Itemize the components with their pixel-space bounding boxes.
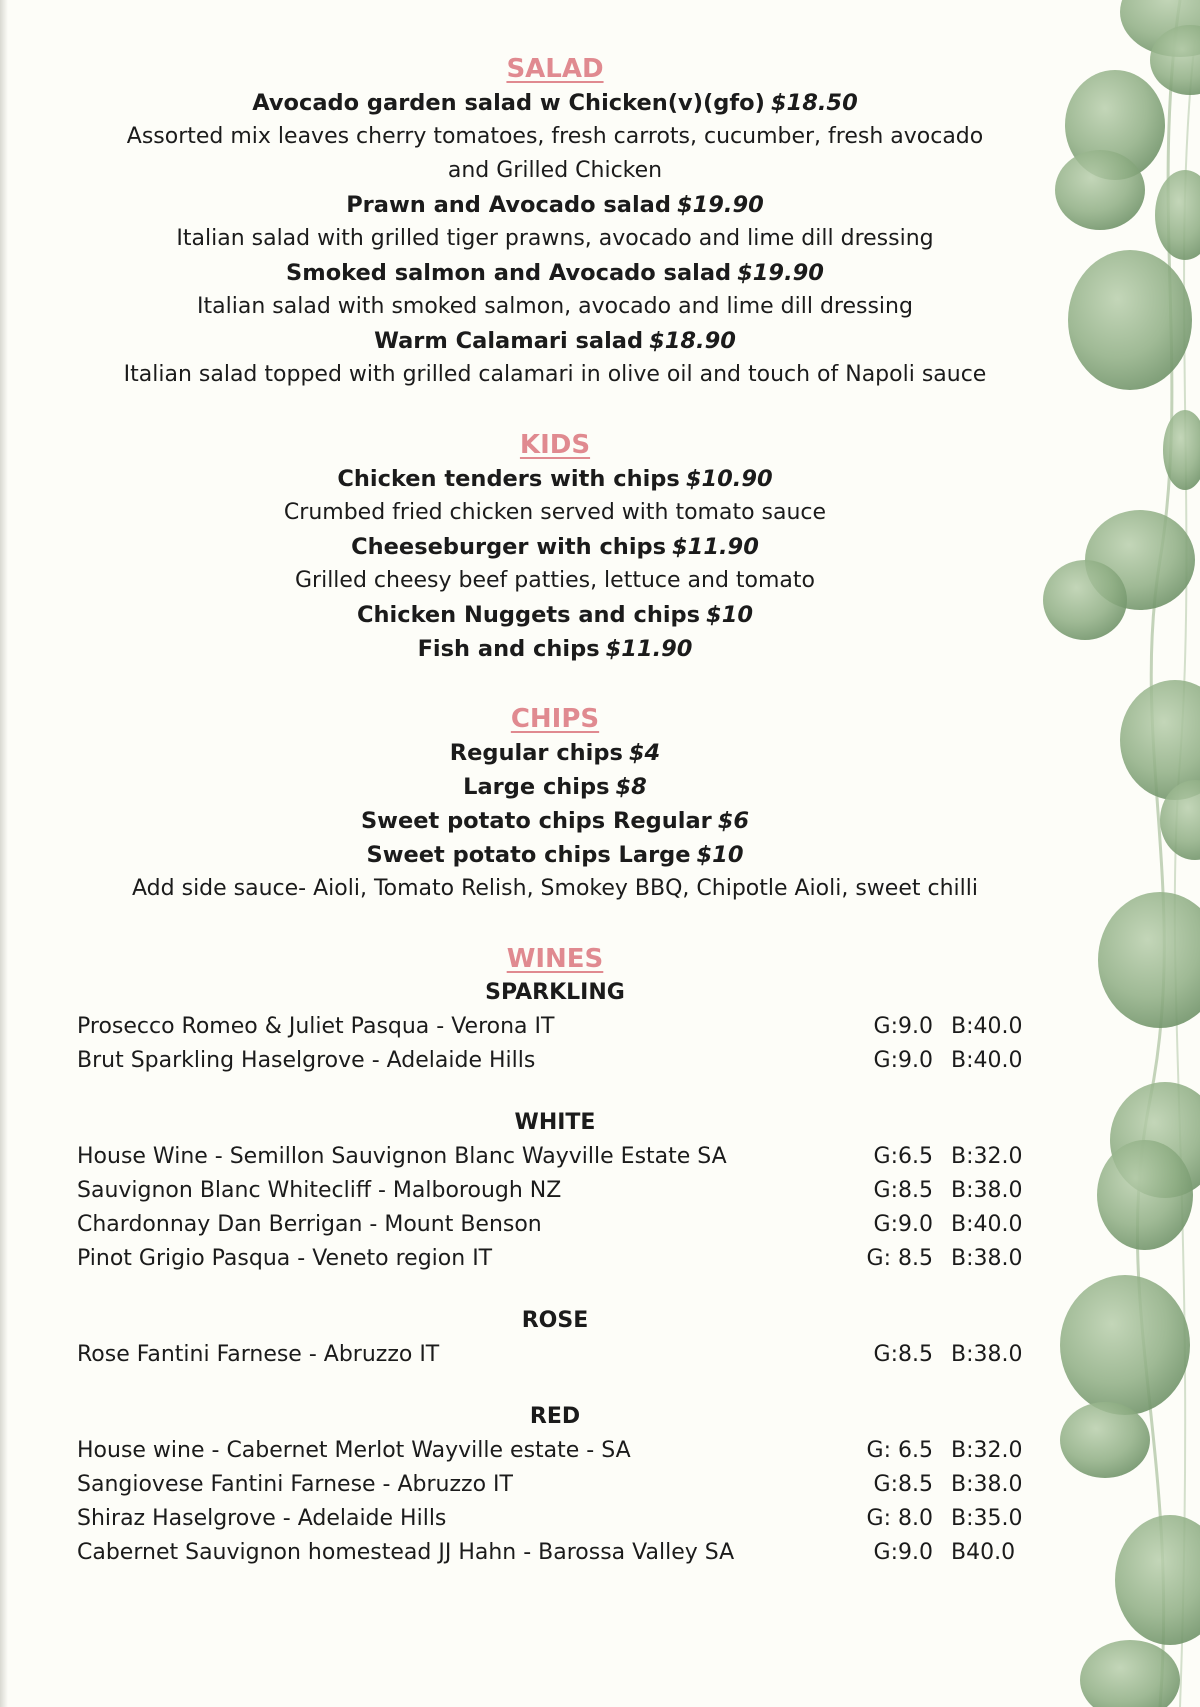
item-description: Italian salad with grilled tiger prawns, avocado and lime dill dressing [176, 226, 934, 251]
glass-price: G:9.0 [873, 1540, 933, 1565]
salad-heading: SALAD [506, 54, 604, 84]
bottle-price: B:40.0 [951, 1014, 1023, 1039]
glass-price: G:8.5 [873, 1472, 933, 1497]
item-price: $19.90 [676, 192, 764, 218]
item-name: Regular chips [449, 740, 623, 766]
bottle-price: B:38.0 [951, 1472, 1023, 1497]
item-price: $6 [717, 808, 750, 834]
menu-content [75, 52, 1035, 1570]
wine-row [75, 1338, 1035, 1372]
wine-name: Shiraz Haselgrove - Adelaide Hills [77, 1506, 447, 1531]
item-description: Assorted mix leaves cherry tomatoes, fresh carrots, cucumber, fresh avocado and Grilled Chicken [126, 124, 984, 183]
spacer [75, 1276, 1035, 1304]
menu-item-title [75, 530, 1035, 564]
item-price: $11.90 [605, 636, 693, 662]
item-name: Sweet potato chips Large [366, 842, 691, 868]
red-heading: RED [529, 1404, 581, 1429]
salad-section [75, 52, 1035, 392]
wine-row [75, 1242, 1035, 1276]
glass-price: G: 8.0 [866, 1506, 933, 1531]
wine-name: Brut Sparkling Haselgrove - Adelaide Hills [77, 1048, 536, 1073]
wines-section [75, 942, 1035, 1570]
item-price: $4 [628, 740, 661, 766]
bottle-price: B:32.0 [951, 1144, 1023, 1169]
wine-name: Rose Fantini Farnese - Abruzzo IT [77, 1342, 440, 1367]
menu-item-title [75, 324, 1035, 358]
bottle-price: B:32.0 [951, 1438, 1023, 1463]
item-price: $10.90 [685, 466, 773, 492]
kids-section [75, 428, 1035, 666]
spacer [75, 392, 1035, 428]
wine-row [75, 1010, 1035, 1044]
item-name: Prawn and Avocado salad [346, 192, 671, 218]
wine-row [75, 1434, 1035, 1468]
glass-price: G: 6.5 [866, 1438, 933, 1463]
item-description: Crumbed fried chicken served with tomato sauce [283, 500, 827, 525]
wine-name: Chardonnay Dan Berrigan - Mount Benson [77, 1212, 542, 1237]
wine-name: Cabernet Sauvignon homestead JJ Hahn - Barossa Valley SA [77, 1540, 735, 1565]
item-price: $19.90 [737, 260, 824, 286]
eucalyptus-leaves-decoration [1030, 0, 1200, 1707]
spacer [75, 1372, 1035, 1400]
rose-heading: ROSE [521, 1308, 589, 1333]
menu-item-title [75, 736, 1035, 770]
wine-name: Pinot Grigio Pasqua - Veneto region IT [77, 1246, 493, 1271]
side-sauce-note: Add side sauce- Aioli, Tomato Relish, Smokey BBQ, Chipotle Aioli, sweet chilli [132, 876, 978, 901]
wine-row [75, 1044, 1035, 1078]
chips-section [75, 702, 1035, 906]
item-name: Warm Calamari salad [374, 328, 644, 354]
wine-row [75, 1502, 1035, 1536]
glass-price: G:6.5 [873, 1144, 933, 1169]
item-name: Avocado garden salad w Chicken(v)(gfo) [252, 90, 765, 116]
menu-item-title [75, 188, 1035, 222]
menu-item-title [75, 462, 1035, 496]
spacer [75, 666, 1035, 702]
item-name: Chicken tenders with chips [337, 466, 680, 492]
item-price: $10 [706, 602, 754, 628]
item-price: $11.90 [672, 534, 759, 560]
menu-item-title [75, 632, 1035, 666]
spacer [75, 1078, 1035, 1106]
glass-price: G:9.0 [873, 1014, 933, 1039]
glass-price: G:8.5 [873, 1342, 933, 1367]
menu-item-title [75, 256, 1035, 290]
item-price: $10 [696, 842, 744, 868]
item-name: Fish and chips [417, 636, 600, 662]
menu-item-title [75, 770, 1035, 804]
wine-name: Sauvignon Blanc Whitecliff - Malborough NZ [77, 1178, 562, 1203]
sparkling-heading: SPARKLING [485, 980, 625, 1005]
menu-item-title [75, 86, 1035, 120]
item-name: Sweet potato chips Regular [360, 808, 712, 834]
menu-item-title [75, 598, 1035, 632]
wines-heading: WINES [506, 944, 604, 974]
bottle-price: B40.0 [951, 1540, 1016, 1565]
wine-name: House wine - Cabernet Merlot Wayville estate - SA [77, 1438, 631, 1463]
wine-row [75, 1468, 1035, 1502]
item-name: Smoked salmon and Avocado salad [286, 260, 732, 286]
glass-price: G:8.5 [873, 1178, 933, 1203]
kids-heading: KIDS [519, 430, 591, 460]
bottle-price: B:38.0 [951, 1246, 1023, 1271]
wine-row [75, 1174, 1035, 1208]
page-edge-shadow [0, 0, 8, 1707]
bottle-price: B:38.0 [951, 1342, 1023, 1367]
bottle-price: B:40.0 [951, 1048, 1023, 1073]
glass-price: G:9.0 [873, 1048, 933, 1073]
item-name: Chicken Nuggets and chips [356, 602, 701, 628]
bottle-price: B:40.0 [951, 1212, 1023, 1237]
menu-item-title [75, 838, 1035, 872]
wine-name: Sangiovese Fantini Farnese - Abruzzo IT [77, 1472, 513, 1497]
bottle-price: B:38.0 [951, 1178, 1023, 1203]
spacer [75, 906, 1035, 942]
item-description: Grilled cheesy beef patties, lettuce and tomato [294, 568, 815, 593]
menu-item-title [75, 804, 1035, 838]
item-description: Italian salad with smoked salmon, avocado and lime dill dressing [197, 294, 913, 319]
wine-name: Prosecco Romeo & Juliet Pasqua - Verona IT [77, 1014, 555, 1039]
item-name: Large chips [463, 774, 610, 800]
wine-row [75, 1536, 1035, 1570]
item-description: Italian salad topped with grilled calamari in olive oil and touch of Napoli sauce [123, 362, 987, 387]
glass-price: G:9.0 [873, 1212, 933, 1237]
bottle-price: B:35.0 [951, 1506, 1023, 1531]
item-price: $18.50 [770, 90, 858, 116]
chips-heading: CHIPS [510, 704, 600, 734]
glass-price: G: 8.5 [866, 1246, 933, 1271]
wine-row [75, 1208, 1035, 1242]
wine-name: House Wine - Semillon Sauvignon Blanc Wayville Estate SA [77, 1144, 727, 1169]
item-name: Cheeseburger with chips [351, 534, 667, 560]
item-price: $18.90 [649, 328, 736, 354]
white-heading: WHITE [514, 1110, 596, 1135]
wine-row [75, 1140, 1035, 1174]
item-price: $8 [615, 774, 647, 800]
